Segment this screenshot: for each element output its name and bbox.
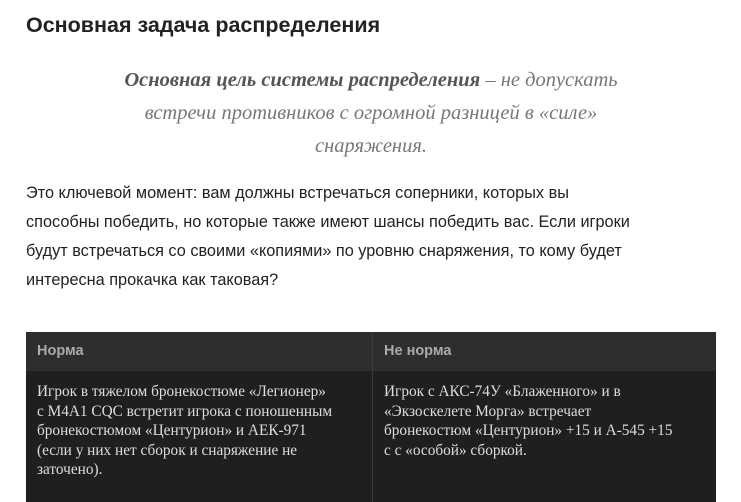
comparison-table xyxy=(26,332,716,502)
cell-line: (если у них нет сборок и снаряжение не xyxy=(37,441,298,459)
cell-line: с с «особой» сборкой. xyxy=(384,441,527,459)
table-header-norm: Норма xyxy=(37,343,84,359)
quote-line-1-rest: – не допускать xyxy=(480,69,618,91)
section-heading: Основная задача распределения xyxy=(26,13,381,37)
cell-line: бронекостюм «Центурион» +15 и А-545 +15 xyxy=(384,422,673,439)
table-cell-not-norm xyxy=(384,382,714,460)
table-header-row xyxy=(26,332,716,371)
cell-line: Игрок с АКС-74У «Блаженного» и в xyxy=(384,383,621,400)
quote-line-1 xyxy=(26,64,716,97)
quote-bold-part: Основная цель системы распределения xyxy=(124,69,481,91)
cell-line: бронекостюмом «Центурион» и АЕК-971 xyxy=(37,422,307,439)
body-paragraph xyxy=(26,179,716,295)
paragraph-line: Это ключевой момент: вам должны встречаться соперники, которых вы xyxy=(26,184,569,202)
cell-line: заточено). xyxy=(37,461,103,478)
cell-line: с M4A1 CQC встретит игрока с поношенным xyxy=(37,402,333,420)
paragraph-line: будут встречаться со своими «копиями» по уровню снаряжения, то кому будет xyxy=(26,242,622,260)
quote-line-2: встречи противников с огромной разницей в «силе» xyxy=(144,102,598,124)
cell-line: «Экзоскелете Морга» встречает xyxy=(384,402,592,420)
column-divider xyxy=(372,332,373,502)
table-header-not-norm: Не норма xyxy=(384,343,452,359)
paragraph-line: способны победить, но которые также имеют шансы победить вас. Если игроки xyxy=(26,213,630,231)
cell-line: Игрок в тяжелом бронекостюме «Легионер» xyxy=(37,383,326,400)
table-cell-norm xyxy=(37,382,367,480)
pull-quote xyxy=(26,64,716,163)
quote-line-3: снаряжения. xyxy=(315,135,427,157)
paragraph-line: интересна прокачка как таковая? xyxy=(26,271,279,289)
